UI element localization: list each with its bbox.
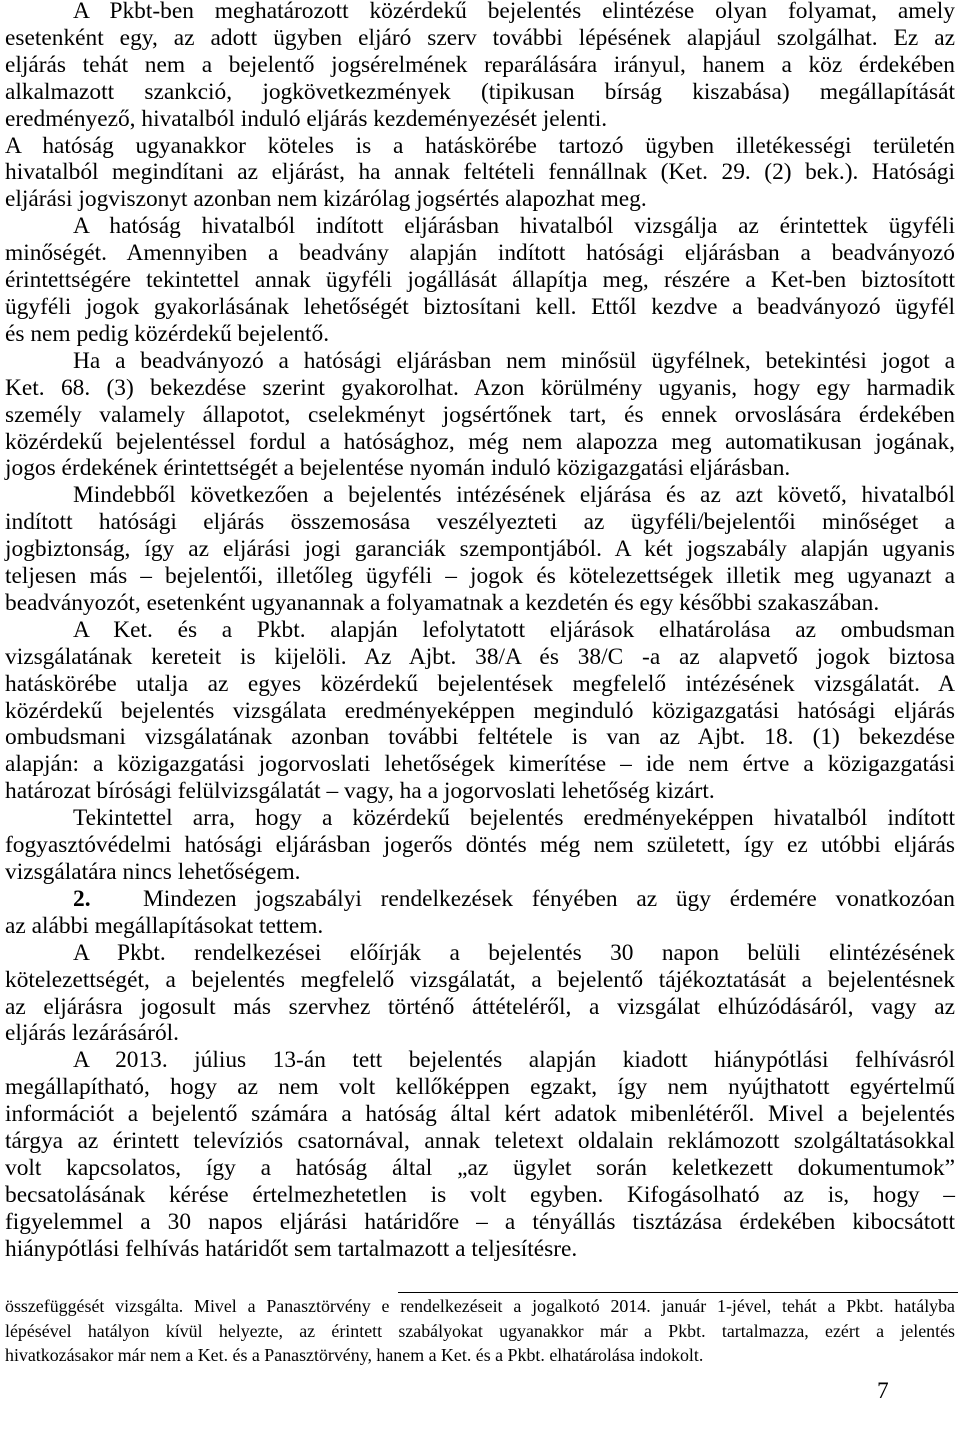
- text-line: hivatalból megindítani az eljárást, ha annak feltételi fennállnak (Ket. 29. (2) bek.). Hatósági: [5, 159, 955, 186]
- footnote-line: összefüggését vizsgálta. Mivel a Panasztörvény e rendelkezéseit a jogalkotó 2014. január 1-jével, tehát a Pkbt. hatályba: [5, 1296, 955, 1316]
- text-line: ombudsmani vizsgálatának azonban további feltétele is van az Ajbt. 18. (1) bekezdése: [5, 724, 955, 751]
- text-line: eljárási jogviszonyt azonban nem kizárólag jogsértés alapozhat meg.: [5, 186, 647, 213]
- text-line: fogyasztóvédelmi hatósági eljárásban jogerős döntés még nem született, így ez utóbbi eljárás: [5, 832, 955, 859]
- text-line: hatáskörébe utalja az egyes közérdekű bejelentések megfelelő intézésének vizsgálatát. A: [5, 670, 955, 697]
- paragraph: [5, 482, 955, 617]
- text-line: A hatóság hivatalból indított eljárásban hivatalból vizsgálja az érintettek ügyféli: [73, 213, 955, 240]
- paragraph: [5, 1047, 955, 1262]
- paragraph: [5, 133, 955, 214]
- text-line: alapján: a közigazgatási jogorvoslati lehetőségek kimerítése – ide nem értve a közigazgatási: [5, 751, 955, 778]
- footnote-line: hivatkozásakor már nem a Ket. és a Panasztörvény, hanem a Ket. és a Pkbt. elhatárolása indokolt.: [5, 1345, 704, 1365]
- text-line: ügyféli jogok gyakorlásának lehetőségét biztosítani kell. Ettől kezdve a beadványozó ügyfél: [5, 293, 955, 320]
- paragraph: [5, 213, 955, 348]
- text-line: tárgya az érintett televíziós csatornával, annak teletext oldalain reklámozott szolgáltatásokkal: [5, 1128, 955, 1155]
- text-line: A Ket. és a Pkbt. alapján lefolytatott eljárások elhatárolása az ombudsman: [73, 616, 955, 643]
- text-line: Mindebből következően a bejelentés intézésének eljárása és az azt követő, hivatalból: [73, 482, 955, 509]
- text-line: indított hatósági eljárás összemosása veszélyezteti az ügyféli/bejelentői minőséget a: [5, 509, 955, 536]
- text-line: figyelemmel a 30 napos eljárási határidőre – a tényállás tisztázása érdekében kibocsátott: [5, 1208, 955, 1235]
- footnote: [5, 1294, 955, 1368]
- text-line: eredményező, hivatalból induló eljárás kezdeményezését jelenti.: [5, 105, 608, 132]
- text-line: jogos érdekének érintettségét a bejelentése nyomán induló közigazgatási eljárásban.: [5, 455, 791, 482]
- text-line: A Pkbt-ben meghatározott közérdekű bejelentés elintézése olyan folyamat, amely: [73, 0, 955, 24]
- text-line: A 2013. július 13-án tett bejelentés alapján kiadott hiánypótlási felhívásról: [73, 1047, 955, 1074]
- text-line: és nem pedig közérdekű bejelentő.: [5, 320, 330, 347]
- text-line: volt kapcsolatos, így a hatóság által „az ügylet során keletkezett dokumentumok”: [5, 1154, 955, 1181]
- section-number: 2.: [73, 885, 91, 912]
- text-line: Mindezen jogszabályi rendelkezések fényében az ügy érdemére vonatkozóan: [143, 885, 955, 912]
- footnote-separator: [398, 1292, 958, 1293]
- text-line: Ket. 68. (3) bekezdése szerint gyakorolhat. Azon körülmény ugyanis, hogy egy harmadik: [5, 374, 955, 401]
- text-line: megállapítható, hogy az nem volt kellőképpen egzakt, így nem nyújthatott egyértelmű: [5, 1074, 955, 1101]
- text-line: hiánypótlási felhívás határidőt sem tartalmazott a teljesítésre.: [5, 1235, 578, 1262]
- text-line: minőségét. Amennyiben a beadvány alapján indított hatósági eljárásban a beadványozó: [5, 240, 955, 267]
- text-line: beadványozót, esetenként ugyanannak a folyamatnak a kezdetén és egy későbbi szakaszában.: [5, 589, 880, 616]
- text-line: becsatolásának kérése értelmezhetetlen is volt egyben. Kifogásolható az is, hogy –: [5, 1181, 955, 1208]
- footnote-line: lépésével hatályon kívül helyezte, az érintett szabályokat ugyanakkor már a Pkbt. tartalmazza, ezért a jelentés: [5, 1320, 955, 1341]
- text-line: közérdekű bejelentés vizsgálata eredményeképpen meginduló közigazgatási hatósági eljárás: [5, 697, 955, 724]
- text-line: érintettségére tekintettel annak ügyféli jogállását állapítja meg, részére a Ket-ben biztosított: [5, 267, 955, 294]
- page-number: 7: [877, 1378, 889, 1404]
- text-line: személy valamely állapotot, cselekményt jogsértőnek tart, és ennek orvoslására érdekében: [5, 401, 955, 428]
- text-line: eljárás tehát nem a bejelentő jogsérelmének reparálására irányul, hanem a köz érdekében: [5, 51, 955, 78]
- text-line: az alábbi megállapításokat tettem.: [5, 912, 324, 939]
- text-line: esetenként egy, az adott ügyben eljáró szerv további lépésének alapjául szolgálhat. Ez az: [5, 24, 955, 51]
- text-line: az eljárásra jogosult más szervhez történő áttételéről, a vizsgálat elhúzódásáról, vagy az: [5, 993, 955, 1020]
- text-line: jogbiztonság, így az eljárási jogi garanciák szempontjából. A két jogszabály alapján ugyanis: [5, 536, 955, 563]
- text-line: Ha a beadványozó a hatósági eljárásban nem minősül ügyfélnek, betekintési jogot a: [73, 347, 955, 374]
- numbered-paragraph: [5, 886, 955, 940]
- text-line: eljárás lezárásáról.: [5, 1020, 180, 1047]
- text-line: közérdekű bejelentéssel fordul a hatósághoz, még nem alapozza meg automatikusan jogának,: [5, 428, 955, 455]
- numbered-line: [5, 886, 955, 913]
- text-line: határozat bírósági felülvizsgálatát – vagy, ha a jogorvoslati lehetőség kizárt.: [5, 778, 715, 805]
- paragraph: [5, 940, 955, 1048]
- text-line: alkalmazott szankció, jogkövetkezmények (tipikusan bírság kiszabása) megállapítását: [5, 78, 955, 105]
- paragraph: [5, 348, 955, 483]
- text-line: A Pkbt. rendelkezései előírják a bejelentés 30 napon belüli elintézésének: [73, 939, 955, 966]
- text-line: Tekintettel arra, hogy a közérdekű bejelentés eredményeképpen hivatalból indított: [73, 805, 955, 832]
- text-line: vizsgálatára nincs lehetőségem.: [5, 859, 301, 885]
- text-line: A hatóság ugyanakkor köteles is a hatáskörébe tartozó ügyben illetékességi területén: [5, 132, 955, 159]
- text-line: teljesen más – bejelentői, illetőleg ügyféli – jogok és kötelezettségek illetik meg ugyanazt a: [5, 563, 955, 590]
- paragraph: [5, 0, 955, 133]
- page-body: [5, 0, 955, 1263]
- paragraph: [5, 617, 955, 805]
- text-line: információt a bejelentő számára a hatóság által kért adatok mibenlétéről. Mivel a bejelentés: [5, 1101, 955, 1128]
- text-line: kötelezettségét, a bejelentés megfelelő vizsgálatát, a bejelentő tájékoztatását a bejelentésnek: [5, 966, 955, 993]
- paragraph: [5, 805, 955, 886]
- text-line: vizsgálatának kereteit is kijelöli. Az Ajbt. 38/A és 38/C -a az alapvető jogok biztosa: [5, 643, 955, 670]
